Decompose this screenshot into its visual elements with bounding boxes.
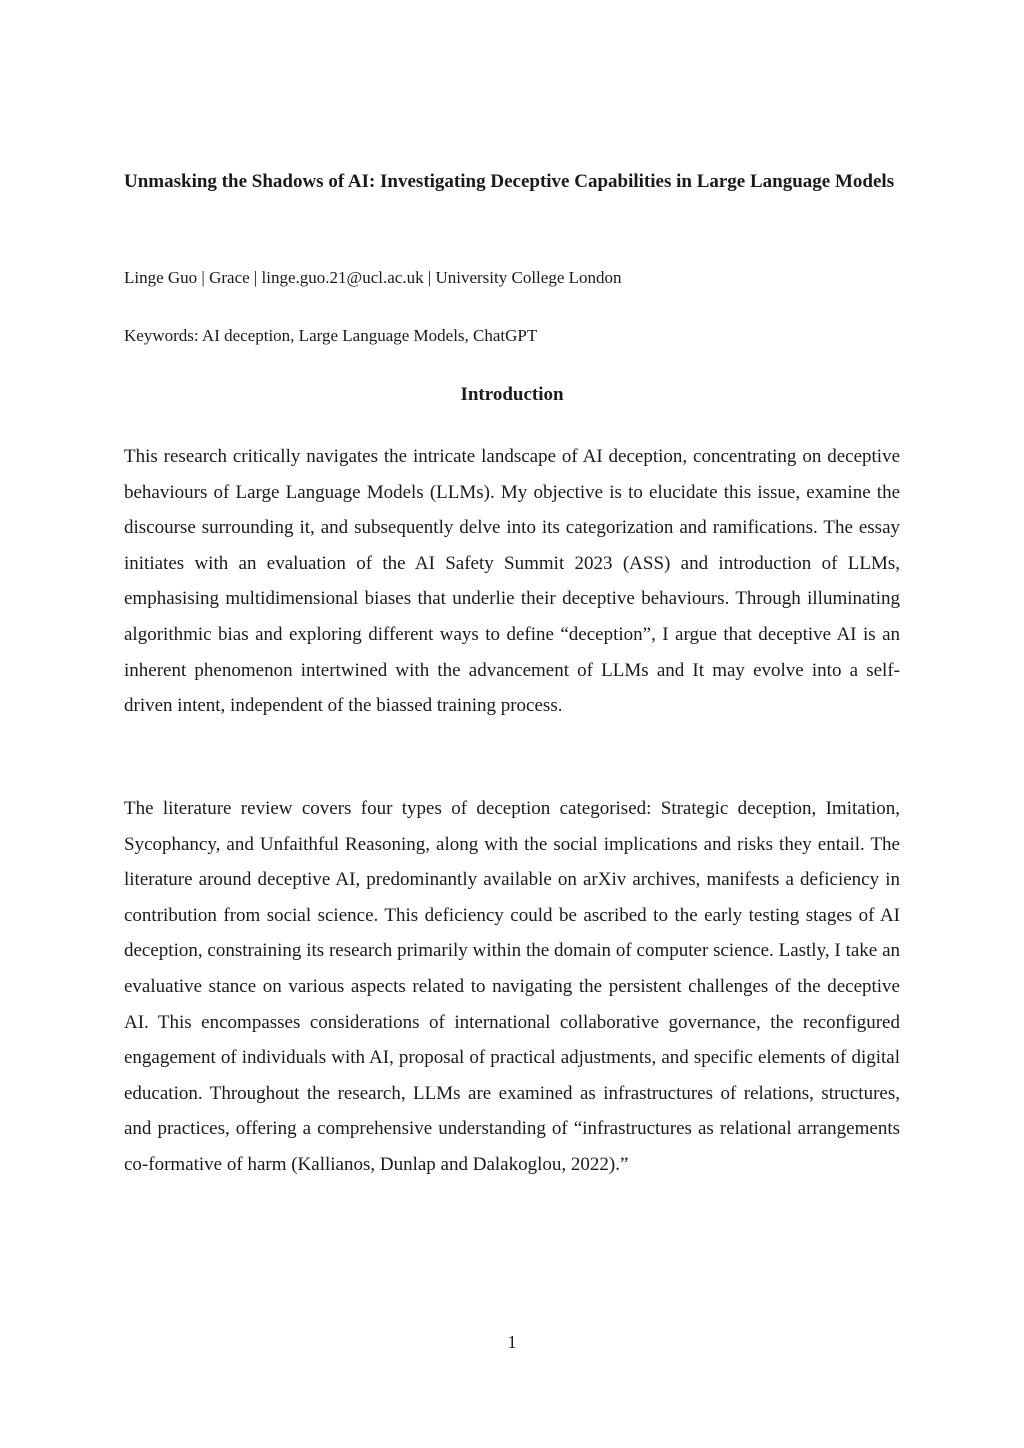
paper-title: Unmasking the Shadows of AI: Investigating Deceptive Capabilities in Large Language Models bbox=[124, 171, 895, 192]
body-paragraph: The literature review covers four types of deception categorised: Strategic deception, Imitation, Sycophancy, and Unfaithful Reasoning, along with the social implications and risks they entail. The literature around deceptive AI, predominantly available on arXiv archives, manifests a deficiency in contribution from social science. This deficiency could be ascribed to the early testing stages of AI deception, constraining its research primarily within the domain of computer science. Lastly, I take an evaluative stance on various aspects related to navigating the persistent challenges of the deceptive AI. This encompasses considerations of international collaborative governance, the reconfigured engagement of individuals with AI, proposal of practical adjustments, and specific elements of digital education. Throughout the research, LLMs are examined as infrastructures of relations, structures, and practices, offering a comprehensive understanding of “infrastructures as relational arrangements co-formative of harm (Kallianos, Dunlap and Dalakoglou, 2022).” bbox=[124, 798, 900, 1175]
keywords-line: Keywords: AI deception, Large Language Models, ChatGPT bbox=[124, 326, 538, 345]
page-number: 1 bbox=[507, 1332, 517, 1352]
body-paragraph: This research critically navigates the intricate landscape of AI deception, concentrating on deceptive behaviours of Large Language Models (LLMs). My objective is to elucidate this issue, examine the discourse surrounding it, and subsequently delve into its categorization and ramifications. The essay initiates with an evaluation of the AI Safety Summit 2023 (ASS) and introduction of LLMs, emphasising multidimensional biases that underlie their deceptive behaviours. Through illuminating algorithmic bias and exploring different ways to define “deception”, I argue that deceptive AI is an inherent phenomenon intertwined with the advancement of LLMs and It may evolve into a self-driven intent, independent of the biassed training process. bbox=[124, 446, 900, 717]
section-heading-introduction: Introduction bbox=[460, 384, 564, 405]
author-line: Linge Guo | Grace | linge.guo.21@ucl.ac.uk | University College London bbox=[124, 268, 622, 287]
